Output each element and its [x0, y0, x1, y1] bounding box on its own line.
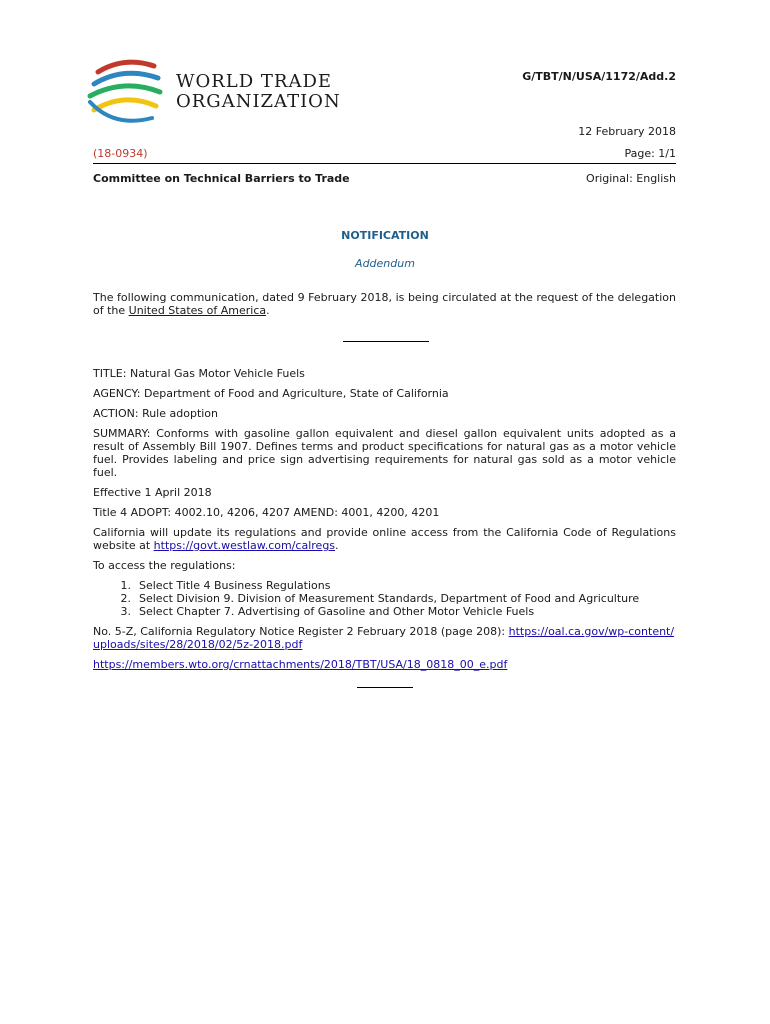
- register-paragraph: [93, 625, 676, 651]
- title4-line: Title 4 ADOPT: 4002.10, 4206, 4207 AMEND: 4001, 4200, 4201: [93, 506, 440, 519]
- doc-number: (18-0934): [93, 147, 148, 160]
- addendum-heading: Addendum: [355, 257, 415, 270]
- org-name-line1: WORLD TRADE: [176, 71, 333, 92]
- committee-row: [93, 172, 676, 185]
- end-divider: [357, 687, 413, 688]
- access-intro: To access the regulations:: [93, 559, 236, 572]
- step-text: Select Division 9. Division of Measurement Standards, Department of Food and Agriculture: [139, 592, 640, 605]
- california-text: California will update its regulations and provide online access from the California Code of Regulations website at: [93, 526, 676, 552]
- notification-body: [93, 367, 676, 678]
- wto-emblem-icon: [84, 58, 168, 130]
- org-name: [176, 72, 341, 112]
- california-paragraph: [93, 526, 676, 552]
- intro-end: .: [266, 304, 270, 317]
- divider: [343, 341, 429, 342]
- document-date: 12 February 2018: [578, 125, 676, 138]
- step-text: Select Title 4 Business Regulations: [139, 579, 331, 592]
- register-link[interactable]: https://oal.ca.gov/wp-content/uploads/sites/28/2018/02/5z-2018.pdf: [93, 625, 675, 651]
- org-name-line2: ORGANIZATION: [176, 91, 341, 112]
- list-item: [93, 592, 676, 605]
- original-language: Original: English: [586, 172, 676, 185]
- wto-link-paragraph: [93, 658, 676, 671]
- step-number: 1.: [120, 579, 131, 592]
- intro-paragraph: [93, 291, 676, 317]
- notification-heading: NOTIFICATION: [341, 229, 429, 242]
- agency-line: AGENCY: Department of Food and Agriculture, State of California: [93, 387, 449, 400]
- register-text: No. 5-Z, California Regulatory Notice Register 2 February 2018 (page 208):: [93, 625, 509, 638]
- committee-name: Committee on Technical Barriers to Trade: [93, 172, 350, 185]
- intro-country: United States of America: [128, 304, 267, 317]
- doc-number-row: [93, 147, 676, 164]
- access-steps-list: [93, 579, 676, 618]
- step-number: 2.: [120, 592, 131, 605]
- action-line: ACTION: Rule adoption: [93, 407, 219, 420]
- wto-attachment-link[interactable]: https://members.wto.org/crnattachments/2018/TBT/USA/18_0818_00_e.pdf: [93, 658, 508, 671]
- summary-paragraph: SUMMARY: Conforms with gasoline gallon equivalent and diesel gallon equivalent units adopted as a result of Assembly Bill 1907. Defines terms and product specifications for natural gas as a motor vehicle fuel. Provides labeling and price sign advertising requirements for natural gas sold as a motor vehicle fuel.: [93, 427, 676, 479]
- intro-text: The following communication, dated 9 February 2018, is being circulated at the request of the delegation of the: [93, 291, 676, 317]
- calregs-link[interactable]: https://govt.westlaw.com/calregs: [153, 539, 336, 552]
- list-item: [93, 579, 676, 592]
- page-indicator: Page: 1/1: [624, 147, 676, 160]
- step-number: 3.: [120, 605, 131, 618]
- effective-line: Effective 1 April 2018: [93, 486, 212, 499]
- title-line: TITLE: Natural Gas Motor Vehicle Fuels: [93, 367, 305, 380]
- california-end: .: [335, 539, 339, 552]
- step-text: Select Chapter 7. Advertising of Gasoline and Other Motor Vehicle Fuels: [139, 605, 535, 618]
- list-item: [93, 605, 676, 618]
- document-symbol: G/TBT/N/USA/1172/Add.2: [522, 70, 676, 83]
- wto-logo: [84, 58, 341, 130]
